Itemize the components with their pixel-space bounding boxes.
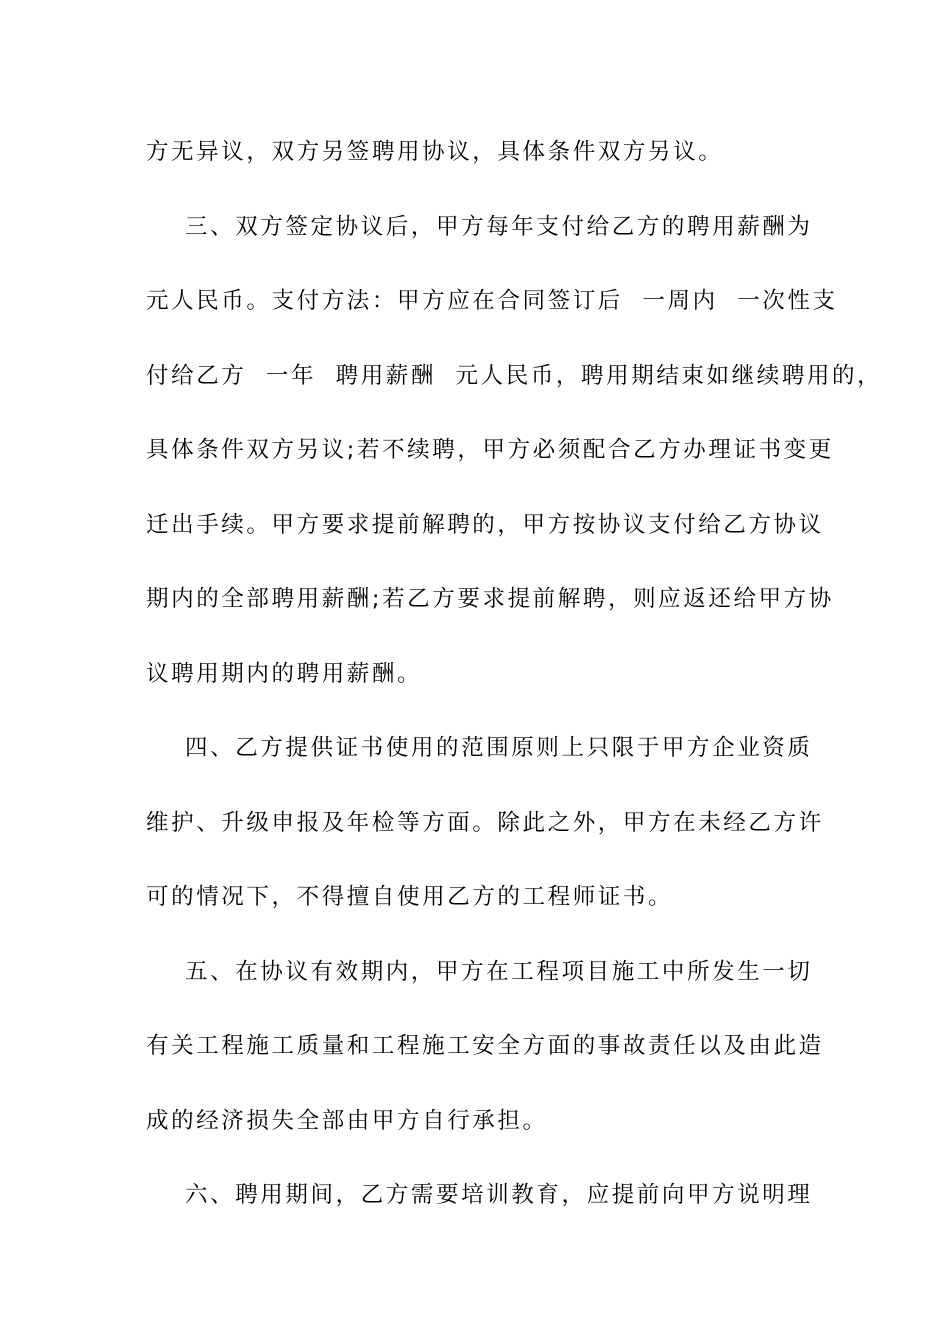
text-line: 迁出手续。甲方要求提前解聘的，甲方按协议支付给乙方协议 <box>146 512 824 538</box>
text-line: 具体条件双方另议;若不续聘，甲方必须配合乙方办理证书变更 <box>146 437 834 463</box>
text-line: 方无异议，双方另签聘用协议，具体条件双方另议。 <box>146 139 724 165</box>
text-line: 维护、升级申报及年检等方面。除此之外，甲方在未经乙方许 <box>146 810 824 836</box>
text-line: 六、聘用期间，乙方需要培训教育，应提前向甲方说明理 <box>146 1182 813 1208</box>
text-line: 可的情况下，不得擅自使用乙方的工程师证书。 <box>146 884 674 910</box>
text-line: 五、在协议有效期内，甲方在工程项目施工中所发生一切 <box>146 959 813 985</box>
text-line: 四、乙方提供证书使用的范围原则上只限于甲方企业资质 <box>146 735 813 761</box>
text-line: 付给乙方 一年 聘用薪酬 元人民币，聘用期结束如继续聘用的， <box>146 363 883 389</box>
text-line: 三、双方签定协议后，甲方每年支付给乙方的聘用薪酬为 <box>146 214 813 240</box>
text-line: 成的经济损失全部由甲方自行承担。 <box>146 1108 548 1134</box>
text-line: 期内的全部聘用薪酬;若乙方要求提前解聘，则应返还给甲方协 <box>146 586 834 612</box>
text-line: 议聘用期内的聘用薪酬。 <box>146 661 423 687</box>
text-line: 有关工程施工质量和工程施工安全方面的事故责任以及由此造 <box>146 1033 824 1059</box>
text-line: 元人民币。支付方法：甲方应在合同签订后 一周内 一次性支 <box>146 288 838 314</box>
